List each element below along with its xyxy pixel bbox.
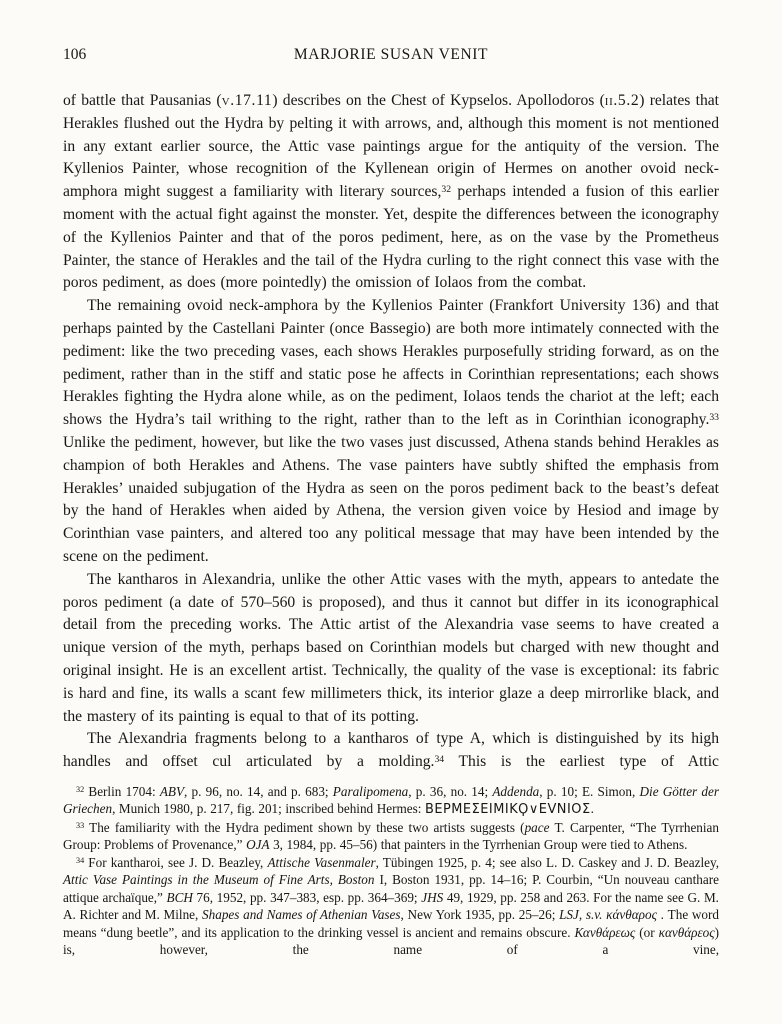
small-caps-citation: ii.5.2: [604, 92, 640, 109]
italic-run: OJA: [246, 837, 270, 853]
text-run: , p. 96, no. 14, and p. 683;: [184, 783, 333, 799]
text-run: , p. 10; E. Simon,: [539, 783, 640, 799]
text-run: , p. 36, no. 14;: [408, 783, 493, 799]
text-run: Berlin 1704:: [84, 783, 160, 799]
text-run: of battle that Pausanias (: [63, 92, 222, 109]
text-run: The remaining ovoid neck-amphora by the Kyllenios Painter (Frankfort University 136) and that perhaps painted by the Castellani Painter (once Bassegio) are both more intimately connected with the pediment: like the two preceding vases, each shows Herakles purposefully striding forward, as on the pediment, rather than in the stiff and static pose he affects in Corinthian representations; each shows Herakles fighting the Hydra alone while, as on the pediment, Iolaos tends the chariot at the left; each shows the Hydra’s tail writhing to the right, rather than to the left as in Corinthian iconography.: [63, 297, 719, 429]
italic-run: BCH: [166, 889, 193, 905]
footnotes-block: [63, 783, 719, 959]
italic-run: Attic Vase Paintings in the Museum of Fine Arts, Boston: [63, 872, 375, 888]
running-head-title: MARJORIE SUSAN VENIT: [293, 46, 489, 63]
text-run: perhaps intended a fusion of this earlier moment with the actual fight against the monster. Yet, despite the differences between the iconography of the Kyllenios Painter and that of the poros pediment, here, as on the vase by the Prometheus Painter, the stance of Herakles and the tail of the Hydra curling to the right connect this vase with the poros pediment, as does (more pointedly) the omission of Iolaos from the combat.: [63, 183, 719, 292]
italic-run: ABV: [159, 783, 185, 799]
text-run: I, Boston 1931, pp. 14–16; P. Courbin, “Un nouveau canthare attique archaïque,”: [63, 872, 719, 905]
footnote-reference-32: 32: [441, 183, 452, 195]
italic-run: pace: [524, 819, 550, 835]
footnote-marker: 34: [76, 856, 85, 866]
small-caps-citation: v.17.11: [221, 92, 273, 109]
italic-run: LSJ, s.v.: [559, 907, 607, 923]
greek-run: Κανθάρεως: [574, 924, 636, 940]
paragraph-4: [63, 728, 719, 774]
text-run: ) describes on the Chest of Kypselos. Apollodoros (: [272, 92, 605, 109]
text-run: The Alexandria fragments belong to a kantharos of type A, which is distinguished by its high handles and offset cul articulated by a molding.: [63, 730, 719, 771]
footnote-33: [63, 819, 719, 854]
italic-run: Shapes and Names of Athenian Vases: [202, 907, 401, 923]
footnote-32: [63, 783, 719, 819]
footnote-marker: 32: [76, 785, 85, 795]
text-run: The kantharos in Alexandria, unlike the other Attic vases with the myth, appears to antedate the poros pediment (a date of 570–560 is proposed), and thus it cannot but differ in its iconographical detail from the preceding works. The Attic artist of the Alexandria vase seems to have created a unique version of the myth, perhaps based on Corinthian models but charged with new thought and original insight. He is an excellent artist. Technically, the quality of the vase is exceptional: its fabric is hard and fine, its walls a scant few millimeters thick, its interior glaze a deep mirrorlike black, and the mastery of its painting is equal to that of its potting.: [63, 570, 719, 725]
greek-run: κάνθαρος: [606, 907, 657, 923]
footnote-marker: 33: [76, 821, 85, 831]
greek-inscription: BEPMEΣEIMIKϘ∨EVNIOΣ: [424, 802, 591, 818]
text-run: ) relates that Herakles flushed out the Hydra by pelting it with arrows, and, although this moment is not mentioned in any extant earlier source, the Attic vase paintings argue for the antiquity of the version. The Kyllenios Painter, whose recognition of the Kyllenean origin of Hermes on another ovoid neck-amphora might suggest a familiarity with literary sources,: [63, 92, 719, 201]
text-run: 76, 1952, pp. 347–383, esp. pp. 364–369;: [192, 889, 422, 905]
paragraph-1: [63, 90, 719, 295]
running-header: [63, 46, 719, 68]
footnote-34: [63, 854, 719, 959]
italic-run: Die Götter der Griechen: [63, 783, 719, 817]
text-run: .: [590, 801, 594, 817]
text-run: This is the earliest type of Attic: [444, 753, 719, 771]
footnote-reference-34: 34: [434, 753, 445, 765]
text-run: , New York 1935, pp. 25–26;: [400, 907, 560, 923]
paragraph-3: [63, 569, 719, 729]
paragraph-2: [63, 295, 719, 569]
text-run: 49, 1929, pp. 258 and 263. For the name see G. M. A. Richter and M. Milne,: [63, 889, 719, 923]
text-run: . The word means “dung beetle”, and its application to the drinking vessel is ancient and remains obscure.: [63, 907, 719, 940]
greek-run: κανθάρεος: [658, 924, 715, 940]
text-run: Unlike the pediment, however, but like the two vases just discussed, Athena stands behind Herakles as champion of both Herakles and Athens. The vase painters have subtly shifted the emphasis from Herakles’ unaided subjugation of the Hydra as seen on the poros pediment back to the beast’s defeat by the hand of Herakles when aided by Athena, the version given voice by Hesiod and image by Corinthian vase painters, and altered too any political message that may have been intended by the scene on the pediment.: [63, 433, 719, 565]
footnote-reference-33: 33: [709, 411, 719, 423]
text-run: T. Carpenter, “The Tyrrhenian Group: Problems of Provenance,”: [63, 819, 719, 853]
text-run: The familiarity with the Hydra pediment shown by these two artists suggests (: [84, 819, 525, 835]
text-run: ) is, however, the name of a vine,: [63, 924, 719, 958]
article-body: [63, 90, 719, 774]
italic-run: Addenda: [492, 783, 540, 799]
text-run: , Munich 1980, p. 217, fig. 201; inscribed behind Hermes:: [112, 801, 425, 817]
page-number: 106: [63, 46, 87, 63]
text-run: , Tübingen 1925, p. 4; see also L. D. Caskey and J. D. Beazley,: [375, 854, 719, 870]
text-run: For kantharoi, see J. D. Beazley,: [84, 854, 268, 870]
italic-run: Attische Vasenmaler: [267, 854, 376, 870]
italic-run: Paralipomena: [332, 783, 409, 799]
text-run: 3, 1984, pp. 45–56) that painters in the Tyrrhenian Group were tied to Athens.: [269, 837, 688, 853]
text-run: (or: [635, 924, 659, 940]
italic-run: JHS: [421, 889, 444, 905]
